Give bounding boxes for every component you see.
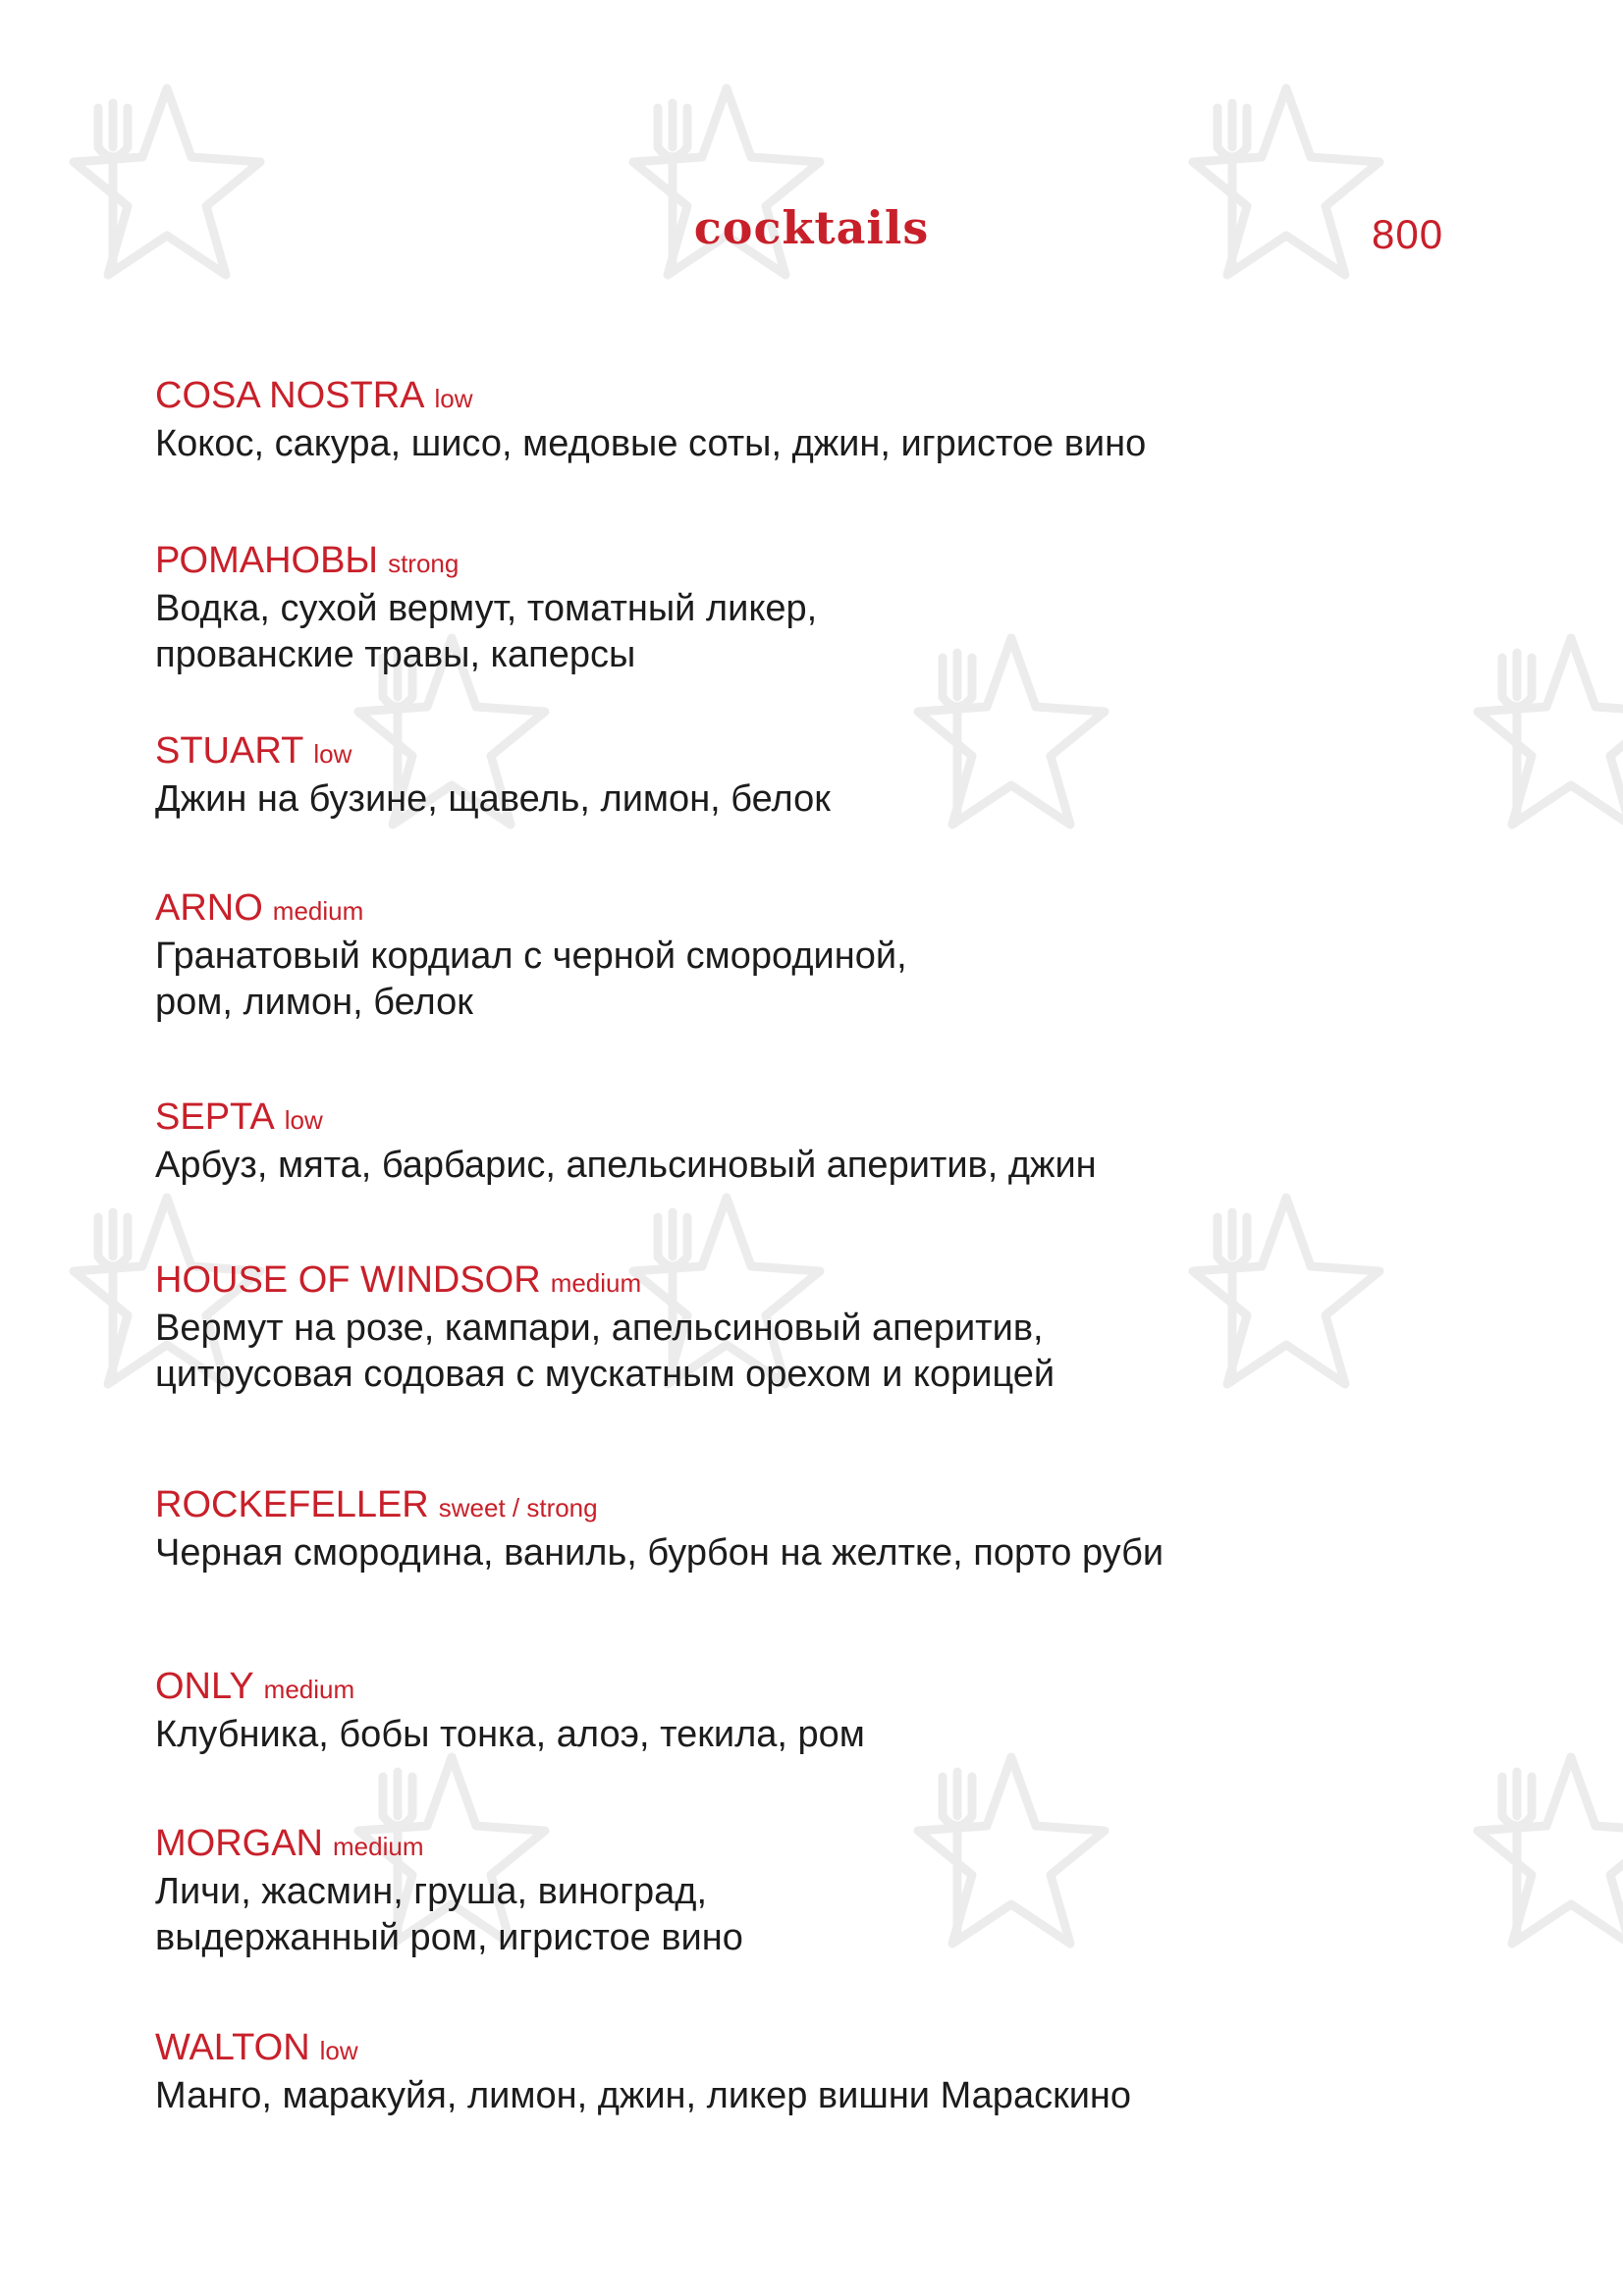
item-name: COSA NOSTRA — [155, 375, 425, 416]
watermark-icon — [1473, 628, 1623, 834]
item-description: Клубника, бобы тонка, алоэ, текила, ром — [155, 1714, 865, 1755]
item-description: Водка, сухой вермут, томатный ликер, прованские травы, каперсы — [155, 588, 818, 675]
item-description: Черная смородина, ваниль, бурбон на желтке, порто руби — [155, 1532, 1164, 1574]
item-description: Манго, маракуйя, лимон, джин, ликер вишни Мараскино — [155, 2075, 1132, 2116]
item-description: Арбуз, мята, барбарис, апельсиновый аперитив, джин — [155, 1145, 1097, 1186]
item-description: Кокос, сакура, шисо, медовые соты, джин, игристое вино — [155, 423, 1147, 464]
item-name: MORGAN — [155, 1823, 323, 1864]
item-name: HOUSE OF WINDSOR — [155, 1259, 541, 1301]
item-strength: medium — [333, 1832, 424, 1861]
item-strength: medium — [550, 1268, 642, 1298]
page-title: cocktails — [693, 201, 930, 254]
watermark-icon — [1473, 1747, 1623, 1953]
item-description: Гранатовый кордиал с черной смородиной, ром, лимон, белок — [155, 935, 907, 1023]
menu-item-cosa-nostra — [155, 373, 1432, 467]
item-strength: sweet / strong — [438, 1493, 598, 1522]
menu-item-house-of-windsor — [155, 1257, 1432, 1398]
section-price: 800 — [1372, 211, 1444, 257]
item-description: Джин на бузине, щавель, лимон, белок — [155, 778, 831, 820]
item-strength: low — [313, 739, 352, 769]
menu-item-stuart — [155, 728, 1432, 823]
item-description: Вермут на розе, кампари, апельсиновый аперитив, цитрусовая содовая с мускатным орехом и корицей — [155, 1308, 1055, 1395]
item-name: WALTON — [155, 2027, 310, 2068]
item-name: SEPTA — [155, 1096, 275, 1138]
item-strength: low — [284, 1105, 323, 1135]
menu-item-arno — [155, 885, 1432, 1026]
item-strength: medium — [272, 896, 364, 926]
menu-item-only — [155, 1664, 1432, 1758]
menu-item-morgan — [155, 1821, 1432, 1961]
menu-item-septa — [155, 1095, 1432, 1189]
item-strength: medium — [263, 1675, 355, 1704]
menu-item-romanovy — [155, 538, 1432, 678]
item-name: РОМАНОВЫ — [155, 540, 379, 581]
item-name: ONLY — [155, 1666, 254, 1707]
item-description: Личи, жасмин, груша, виноград, выдержанный ром, игристое вино — [155, 1871, 743, 1958]
item-name: ROCKEFELLER — [155, 1484, 429, 1525]
item-strength: strong — [388, 549, 460, 578]
menu-item-walton — [155, 2025, 1432, 2119]
menu-item-rockefeller — [155, 1482, 1432, 1576]
item-name: ARNO — [155, 887, 263, 929]
item-strength: low — [319, 2036, 358, 2065]
item-strength: low — [434, 384, 473, 413]
item-name: STUART — [155, 730, 304, 772]
